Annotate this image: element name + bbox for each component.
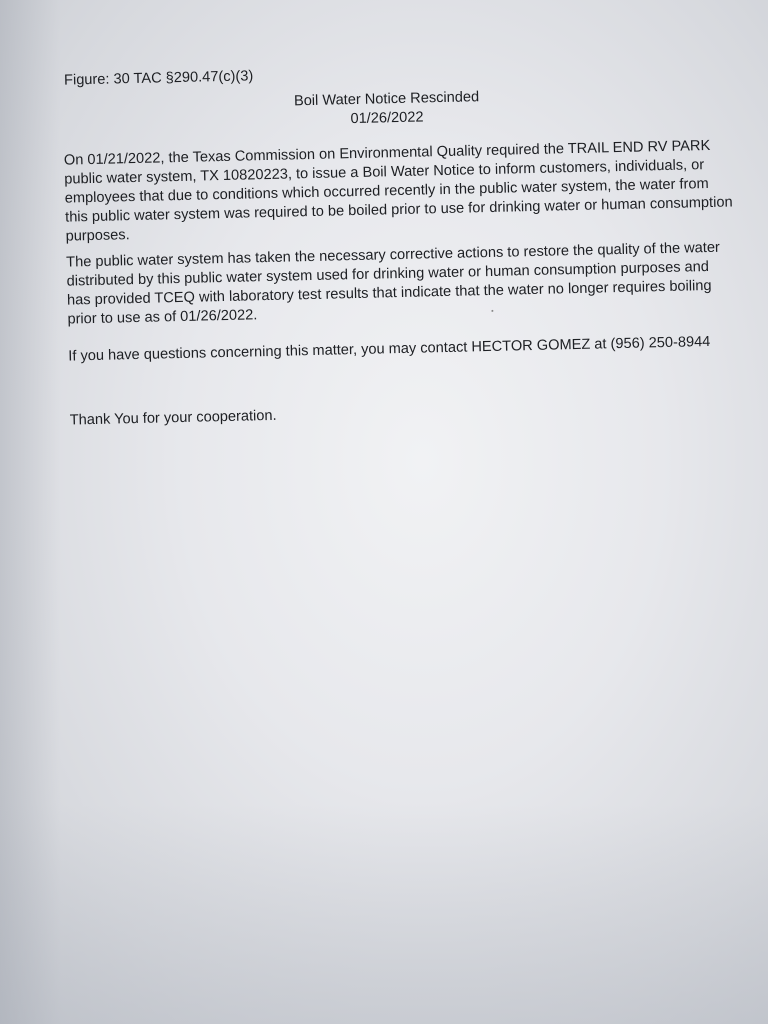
figure-reference: Figure: 30 TAC §290.47(c)(3)	[63, 68, 254, 89]
notice-date: 01/26/2022	[350, 109, 424, 128]
paragraph-contact: If you have questions concerning this matter, you may contact HECTOR GOMEZ at (956) 250-8944	[68, 333, 711, 365]
notice-title: Boil Water Notice Rescinded	[293, 89, 480, 110]
paragraph-corrective-actions: The public water system has taken the necessary corrective actions to restore the quality of the water distributed by this public water system used for drinking water or human consumption purposes and has provided TCEQ with laboratory test results that indicate that the water no longer requires boiling prior to use as of 01/26/2022.	[66, 239, 721, 328]
paper-speck	[491, 310, 493, 312]
notice-header	[236, 87, 537, 132]
paragraph-thanks: Thank You for your cooperation.	[69, 407, 277, 429]
bottom-shadow	[0, 804, 768, 1024]
paragraph-notice-issued: On 01/21/2022, the Texas Commission on Environmental Quality required the TRAIL END RV PARK public water system, TX 10820223, to issue a Boil Water Notice to inform customers, individuals, or employees that due to conditions which occurred recently in the public water system, the water from this public water system was required to be boiled prior to use for drinking water or human consumption purposes.	[63, 137, 733, 245]
